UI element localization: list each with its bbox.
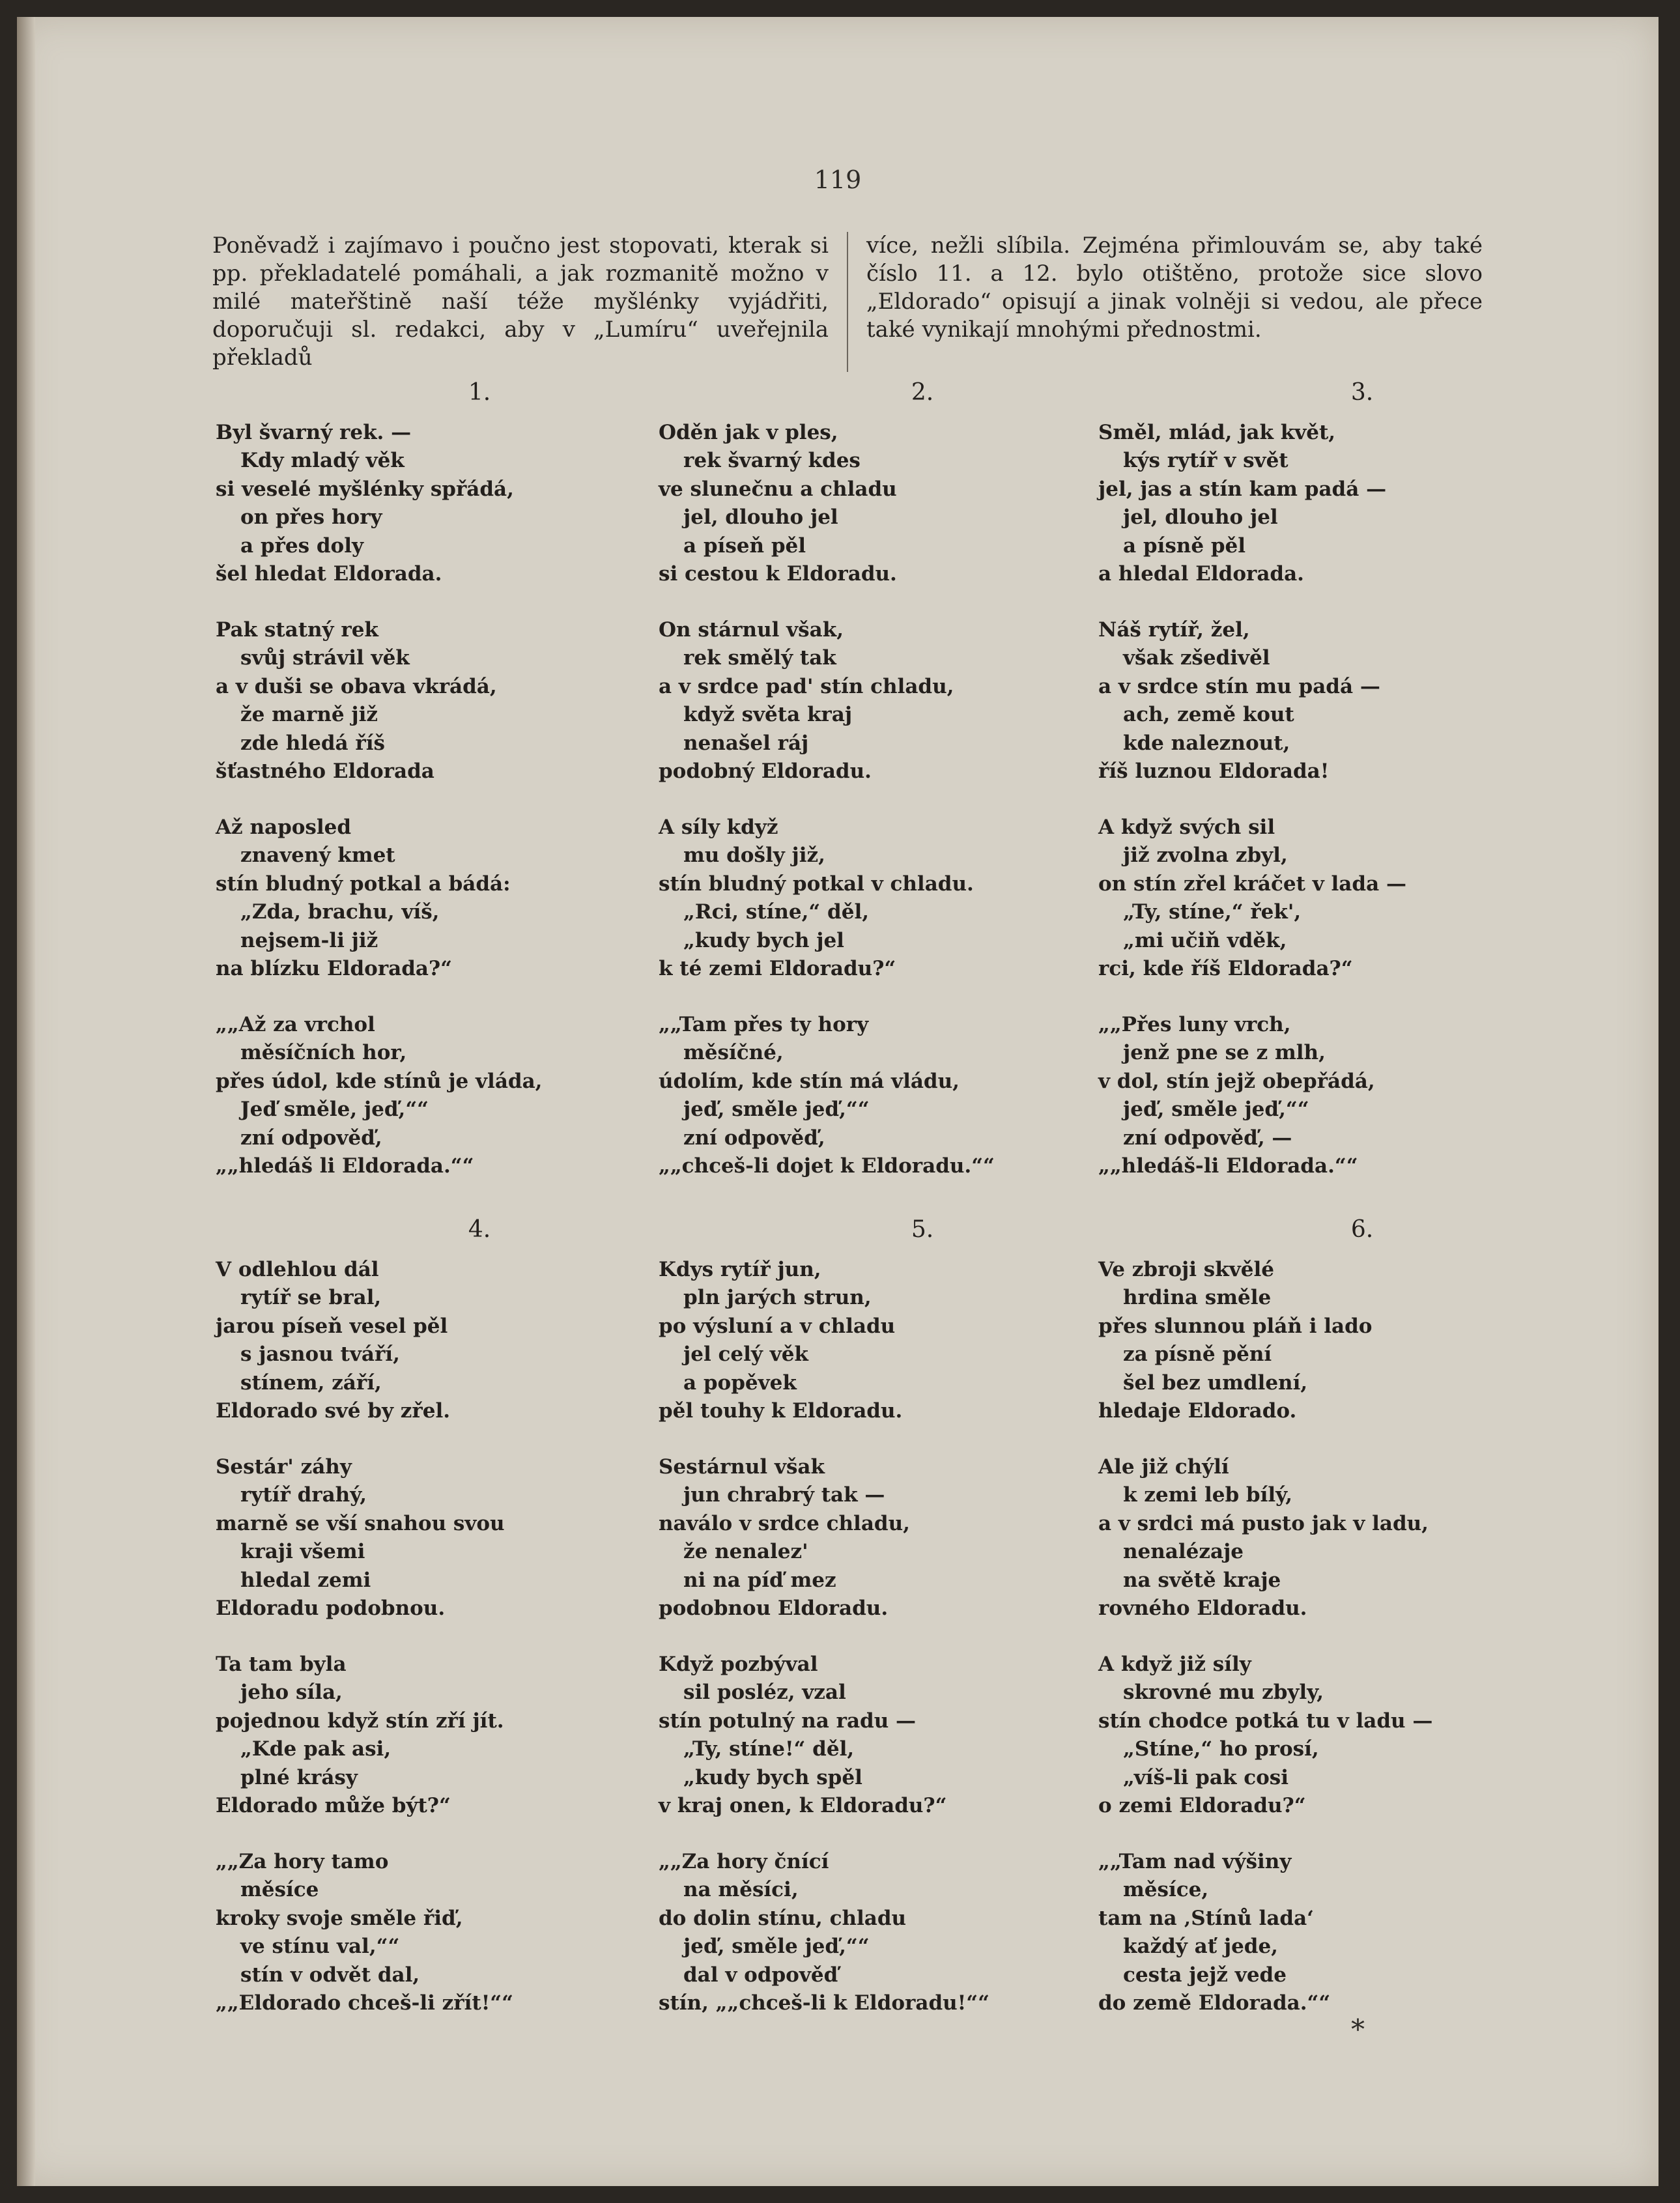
verse-line: stín chodce potká tu v ladu — (1098, 1709, 1433, 1733)
verse-line: a v srdce stín mu padá — (1098, 674, 1380, 698)
verse-line: nejsem-li již (240, 928, 378, 952)
verse-line: říš luznou Eldorada! (1098, 760, 1330, 783)
verse-line: již zvolna zbyl, (1123, 844, 1288, 867)
end-asterisk: * (1351, 2013, 1365, 2045)
verse-line: „„Tam přes ty hory (659, 1012, 869, 1036)
verse-line: stín v odvět dal, (240, 1963, 420, 1987)
poem-number: 4. (468, 1216, 491, 1243)
verse-line: stín potulný na radu — (659, 1709, 917, 1733)
verse-line: plné krásy (240, 1765, 358, 1789)
verse-line: „Ty, stíne!“ děl, (683, 1737, 855, 1761)
verse-line: Až naposled (216, 815, 352, 839)
verse-line: a přes doly (240, 533, 363, 558)
verse-line: jeď, směle jeď,““ (1123, 1098, 1309, 1121)
verse-line: Oděn jak v ples, (659, 420, 838, 444)
stanza (1098, 616, 1554, 786)
verse-line: jel, jas a stín kam padá — (1098, 477, 1387, 501)
verse-line: hledaje Eldorado. (1098, 1399, 1297, 1423)
verse-line: Náš rytíř, žel, (1098, 618, 1250, 642)
verse-line: Sestár' záhy (216, 1455, 352, 1479)
verse-line: k zemi leb bílý, (1123, 1483, 1293, 1507)
verse-line: že nenalez' (683, 1540, 808, 1563)
poem-6 (1098, 1215, 1554, 2045)
verse-line: Byl švarný rek. — (216, 420, 412, 444)
stanza (216, 1651, 672, 1821)
intro-right-column: více, nežli slíbila. Zejména přimlouvám se, aby také číslo 11. a 12. bylo otištěno, protože sice slovo „Eldorado“ opisují a jinak volněji si vedou, ale přece také vynikají mnohými přednostmi. (847, 232, 1483, 372)
poem-2 (659, 378, 1115, 1208)
verse-line: „Stíne,“ ho prosí, (1123, 1737, 1319, 1761)
poem-number: 5. (911, 1216, 934, 1243)
verse-line: ve slunečnu a chladu (659, 477, 897, 501)
book-spine-shadow (17, 17, 35, 2186)
stanza (216, 616, 672, 786)
verse-line: Jeď směle, jeď,““ (240, 1098, 429, 1121)
verse-line: měsíce (240, 1878, 319, 1901)
verse-line: když světa kraj (683, 703, 853, 726)
verse-line: ach, země kout (1123, 703, 1294, 726)
verse-line: „„Eldorado chceš-li zřít!““ (216, 1991, 513, 2015)
verse-line: pojednou když stín zří jít. (216, 1709, 504, 1733)
verse-line: on stín zřel kráčet v lada — (1098, 872, 1406, 896)
verse-line: marně se vší snahou svou (216, 1511, 505, 1535)
poem-4 (216, 1215, 672, 2045)
verse-line: o zemi Eldoradu?“ (1098, 1794, 1306, 1817)
verse-line: kýs rytíř v svět (1123, 449, 1288, 472)
verse-line: nenalézaje (1123, 1540, 1244, 1563)
verse-line: On stárnul však, (659, 618, 844, 642)
verse-line: dal v odpověď (683, 1963, 838, 1987)
stanza (1098, 814, 1554, 984)
verse-line: v kraj onen, k Eldoradu?“ (659, 1794, 947, 1817)
verse-line: Eldoradu podobnou. (216, 1597, 446, 1620)
verse-line: přes slunnou pláň i lado (1098, 1314, 1373, 1338)
verse-line: rytíř drahý, (240, 1483, 367, 1507)
verse-line: A když již síly (1098, 1652, 1251, 1676)
verse-line: Ve zbroji skvělé (1098, 1257, 1274, 1281)
verse-line: cesta jejž vede (1123, 1963, 1287, 1987)
verse-line: ni na píď mez (683, 1568, 836, 1592)
verse-line: A síly když (659, 815, 778, 839)
verse-line: a písně pěl (1123, 533, 1246, 558)
stanza (659, 1011, 1115, 1181)
verse-line: Sestárnul však (659, 1455, 825, 1479)
verse-line: „Rci, stíne,“ děl, (683, 900, 870, 924)
verse-line: zde hledá říš (240, 731, 385, 755)
stanza (216, 1453, 672, 1623)
verse-line: a v duši se obava vkrádá, (216, 674, 497, 698)
poem-5 (659, 1215, 1115, 2045)
verse-line: však zšedivěl (1123, 646, 1270, 670)
verse-line: „„hledáš-li Eldorada.““ (1098, 1154, 1358, 1178)
verse-line: zní odpověď, (683, 1126, 825, 1150)
stanza (659, 419, 1115, 589)
poem-number: 3. (1350, 379, 1374, 406)
verse-line: pěl touhy k Eldoradu. (659, 1399, 903, 1423)
verse-line: stínem, září, (240, 1371, 382, 1395)
verse-line: a v srdci má pusto jak v ladu, (1098, 1511, 1429, 1535)
verse-line: Eldorado může být?“ (216, 1794, 451, 1817)
verse-line: jel, dlouho jel (1123, 505, 1278, 529)
verse-line: nenašel ráj (683, 731, 809, 755)
verse-line: „„hledáš li Eldorada.““ (216, 1154, 474, 1178)
verse-line: zní odpověď, — (1123, 1126, 1292, 1150)
stanza (659, 1848, 1115, 2018)
verse-line: po výsluní a v chladu (659, 1314, 896, 1338)
verse-line: V odlehlou dál (216, 1257, 379, 1281)
verse-line: šťastného Eldorada (216, 760, 434, 783)
verse-line: měsíčné, (683, 1041, 784, 1064)
verse-line: jeho síla, (240, 1681, 343, 1704)
verse-line: „„chceš-li dojet k Eldoradu.““ (659, 1154, 995, 1178)
verse-line: stín, „„chceš-li k Eldoradu!““ (659, 1991, 989, 2015)
verse-line: k té zemi Eldoradu?“ (659, 957, 896, 980)
verse-line: rek švarný kdes (683, 449, 861, 472)
stanza (1098, 419, 1554, 589)
verse-line: měsíce, (1123, 1878, 1209, 1901)
verse-line: Ale již chýlí (1098, 1455, 1229, 1479)
verse-line: rovného Eldoradu. (1098, 1597, 1307, 1620)
verse-line: a píseň pěl (683, 533, 806, 558)
stanza (659, 814, 1115, 984)
verse-line: jeď, směle jeď,““ (683, 1098, 870, 1121)
verse-line: rytíř se bral, (240, 1286, 382, 1309)
verse-line: na blízku Eldorada?“ (216, 957, 452, 980)
verse-line: na světě kraje (1123, 1568, 1281, 1592)
stanza (216, 1011, 672, 1181)
page-number: 119 (814, 165, 862, 194)
verse-line: kroky svoje směle řiď, (216, 1906, 463, 1930)
verse-line: do dolin stínu, chladu (659, 1906, 907, 1930)
verse-line: Směl, mlád, jak květ, (1098, 420, 1336, 444)
verse-line: tam na ‚Stínů lada‘ (1098, 1906, 1314, 1930)
verse-line: sil posléz, vzal (683, 1681, 846, 1704)
verse-line: a hledal Eldorada. (1098, 562, 1304, 586)
verse-line: „„Za hory čnící (659, 1849, 829, 1873)
verse-line: „mi učiň vděk, (1123, 928, 1287, 952)
intro-paragraph (212, 232, 1483, 372)
stanza (1098, 1651, 1554, 1821)
verse-line: pln jarých strun, (683, 1286, 872, 1309)
verse-line: „Kde pak asi, (240, 1737, 392, 1761)
verse-line: a v srdce pad' stín chladu, (659, 674, 954, 698)
verse-line: v dol, stín jejž obepřádá, (1098, 1069, 1375, 1093)
verse-line: „kudy bych jel (683, 928, 844, 952)
stanza (1098, 1256, 1554, 1426)
verse-line: „„Za hory tamo (216, 1849, 389, 1873)
verse-line: měsíčních hor, (240, 1041, 407, 1064)
poem-number: 1. (468, 379, 491, 406)
verse-line: ve stínu val,““ (240, 1935, 400, 1958)
verse-line: jel celý věk (683, 1343, 808, 1366)
verse-line: do země Eldorada.““ (1098, 1991, 1331, 2015)
verse-line: Kdy mladý věk (240, 449, 405, 472)
verse-line: za písně pění (1123, 1343, 1272, 1366)
stanza (659, 616, 1115, 786)
stanza (659, 1256, 1115, 1426)
verse-line: stín bludný potkal a bádá: (216, 872, 511, 896)
verse-line: A když svých sil (1098, 815, 1275, 839)
verse-line: hledal zemi (240, 1568, 371, 1592)
poem-3 (1098, 378, 1554, 1208)
verse-line: rek smělý tak (683, 646, 836, 670)
verse-line: skrovné mu zbyly, (1123, 1681, 1324, 1704)
stanza (216, 419, 672, 589)
verse-line: kde naleznout, (1123, 731, 1290, 755)
verse-line: „Zda, brachu, víš, (240, 900, 440, 924)
verse-line: na měsíci, (683, 1878, 799, 1901)
stanza (659, 1651, 1115, 1821)
verse-line: „víš-li pak cosi (1123, 1765, 1288, 1789)
verse-line: že marně již (240, 703, 378, 726)
verse-line: přes údol, kde stínů je vláda, (216, 1069, 543, 1093)
verse-line: jenž pne se z mlh, (1123, 1041, 1326, 1064)
stanza (1098, 1848, 1554, 2018)
verse-line: znavený kmet (240, 844, 395, 867)
verse-line: si cestou k Eldoradu. (659, 562, 897, 586)
verse-line: jarou píseň vesel pěl (216, 1314, 448, 1338)
poem-number: 6. (1350, 1216, 1374, 1243)
verse-line: Pak statný rek (216, 618, 378, 642)
verse-line: „„Přes luny vrch, (1098, 1012, 1291, 1036)
poem-number: 2. (911, 379, 934, 406)
verse-line: „„Až za vrchol (216, 1012, 375, 1036)
verse-line: podobný Eldoradu. (659, 760, 872, 783)
verse-line: údolím, kde stín má vládu, (659, 1069, 960, 1093)
stanza (216, 1848, 672, 2018)
verse-line: jeď, směle jeď,““ (683, 1935, 870, 1958)
stanza (216, 1256, 672, 1426)
verse-line: zní odpověď, (240, 1126, 382, 1150)
verse-line: si veselé myšlénky spřádá, (216, 477, 514, 501)
verse-line: on přes hory (240, 505, 382, 529)
verse-line: podobnou Eldoradu. (659, 1597, 889, 1620)
verse-line: rci, kde říš Eldorada?“ (1098, 957, 1353, 980)
stanza (1098, 1011, 1554, 1181)
verse-line: „„Tam nad výšiny (1098, 1849, 1292, 1873)
verse-line: „kudy bych spěl (683, 1765, 862, 1789)
verse-line: Ta tam byla (216, 1652, 347, 1676)
stanza (216, 814, 672, 984)
verse-line: naválo v srdce chladu, (659, 1511, 910, 1535)
intro-left-column: Poněvadž i zajímavo i poučno jest stopovati, kterak si pp. překladatelé pomáhali, a jak rozmanitě možno v milé mateřštině naší téže myšlénky vyjádřiti, doporučuji sl. redakci, aby v „Lumíru“ uveřejnila překladů (212, 233, 829, 371)
verse-line: jel, dlouho jel (683, 505, 838, 529)
poem-1 (216, 378, 672, 1208)
verse-line: kraji všemi (240, 1540, 365, 1563)
verse-line: hrdina směle (1123, 1286, 1272, 1309)
verse-line: Kdys rytíř jun, (659, 1257, 821, 1281)
stanza (659, 1453, 1115, 1623)
verse-line: „Ty, stíne,“ řek', (1123, 900, 1302, 924)
verse-line: Eldorado své by zřel. (216, 1399, 451, 1423)
scanned-page (17, 17, 1659, 2186)
verse-line: každý ať jede, (1123, 1935, 1278, 1958)
verse-line: jun chrabrý tak — (683, 1483, 885, 1507)
verse-line: a popěvek (683, 1371, 797, 1395)
verse-line: s jasnou tváří, (240, 1343, 400, 1366)
verse-line: šel bez umdlení, (1123, 1371, 1308, 1395)
verse-line: mu došly již, (683, 844, 825, 867)
verse-line: svůj strávil věk (240, 646, 410, 670)
verse-line: stín bludný potkal v chladu. (659, 872, 974, 896)
verse-line: šel hledat Eldorada. (216, 562, 442, 586)
stanza (1098, 1453, 1554, 1623)
verse-line: Když pozbýval (659, 1652, 818, 1676)
